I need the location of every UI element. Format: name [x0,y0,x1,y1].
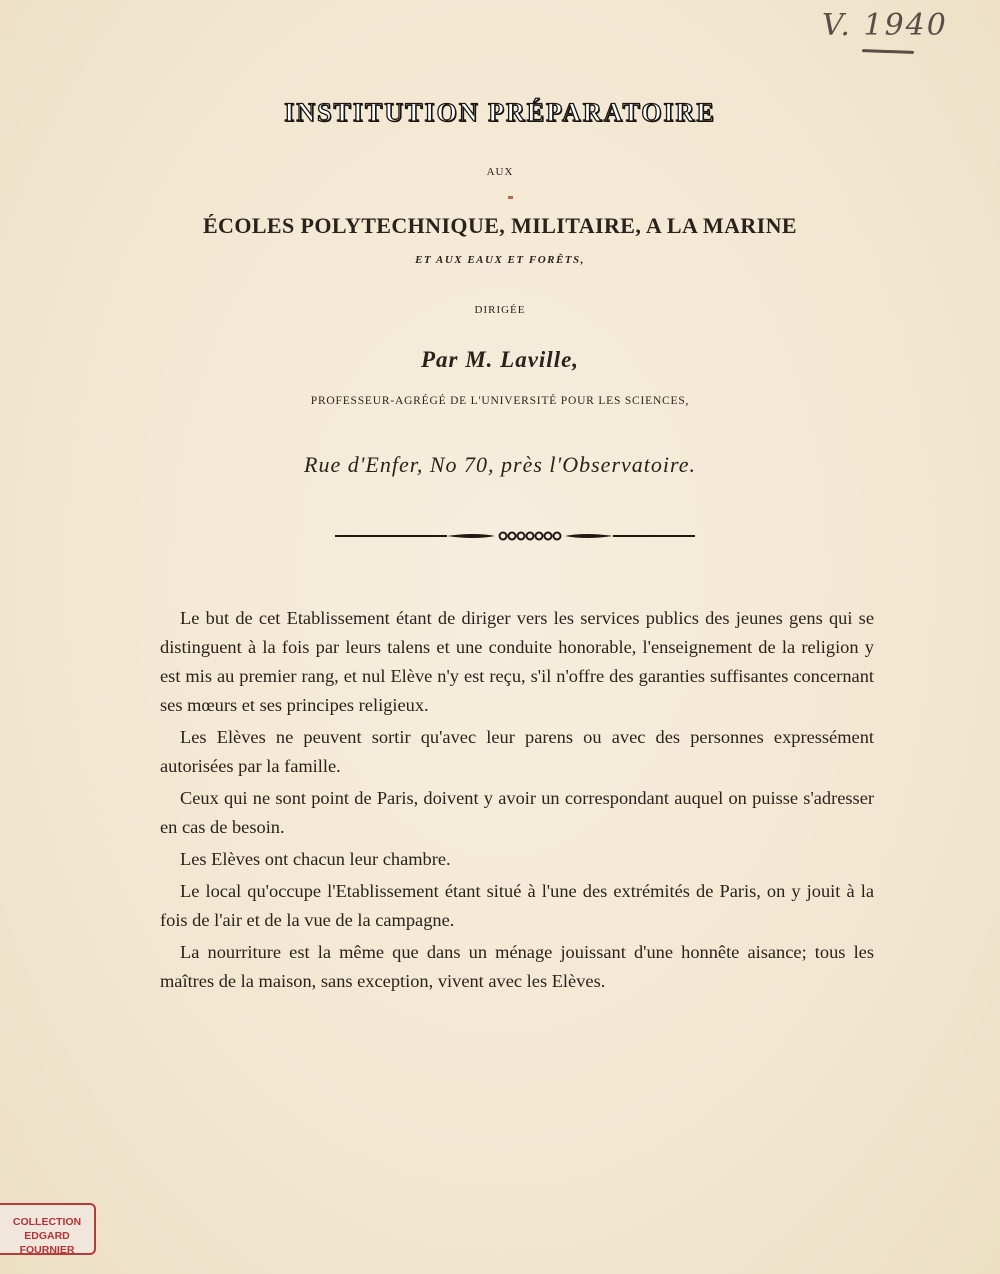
document-title: INSTITUTION PRÉPARATOIRE [284,98,716,127]
shelfmark-underline [862,49,914,54]
paragraph-purpose: Le but de cet Etablissement étant de diriger vers les services publics des jeunes gens qui se distinguent à la fois par leurs talens et une conduite honorable, l'enseignement de la religion y est mis au premier rang, et nul Elève n'y est reçu, s'il n'offre des garanties suffisantes concernant ses mœurs et ses principes religieux. [160,608,874,715]
paragraph-correspondent: Ceux qui ne sont point de Paris, doivent y avoir un correspondant auquel on puisse s'adresser en cas de besoin. [160,788,874,837]
paragraph-rooms: Les Elèves ont chacun leur chambre. [180,849,451,869]
waters-forests-line: ET AUX EAUX ET FORÊTS, [415,254,585,266]
stamp-line-1: COLLECTION [12,1216,82,1228]
paragraph-outings: Les Elèves ne peuvent sortir qu'avec leur parens ou avec des personnes expressément autorisées par la famille. [160,727,874,776]
paragraph-location: Le local qu'occupe l'Etablissement étant situé à l'une des extrémités de Paris, on y jouit à la fois de l'air et de la vue de la campagne. [160,881,874,930]
paragraph-food: La nourriture est la même que dans un ménage jouissant d'une honnête aisance; tous les maîtres de la maison, sans exception, vivent avec les Elèves. [160,942,874,991]
collection-stamp [0,1203,96,1255]
director-name: Par M. Laville, [420,347,580,372]
ink-mark [508,196,513,199]
schools-heading: ÉCOLES POLYTECHNIQUE, MILITAIRE, A LA MARINE [202,213,797,238]
body-text [160,604,874,999]
professor-title: PROFESSEUR-AGRÉGÉ DE L'UNIVERSITÉ POUR LES SCIENCES, [310,395,690,407]
address-line: Rue d'Enfer, No 70, près l'Observatoire. [304,452,696,477]
handwritten-shelfmark: V. 1940 [822,8,948,43]
dirigee-line: DIRIGÉE [474,304,526,316]
aux-line: AUX [486,166,514,178]
stamp-line-2: EDGARD FOURNIER [19,1230,75,1256]
ornamental-divider [335,526,695,546]
